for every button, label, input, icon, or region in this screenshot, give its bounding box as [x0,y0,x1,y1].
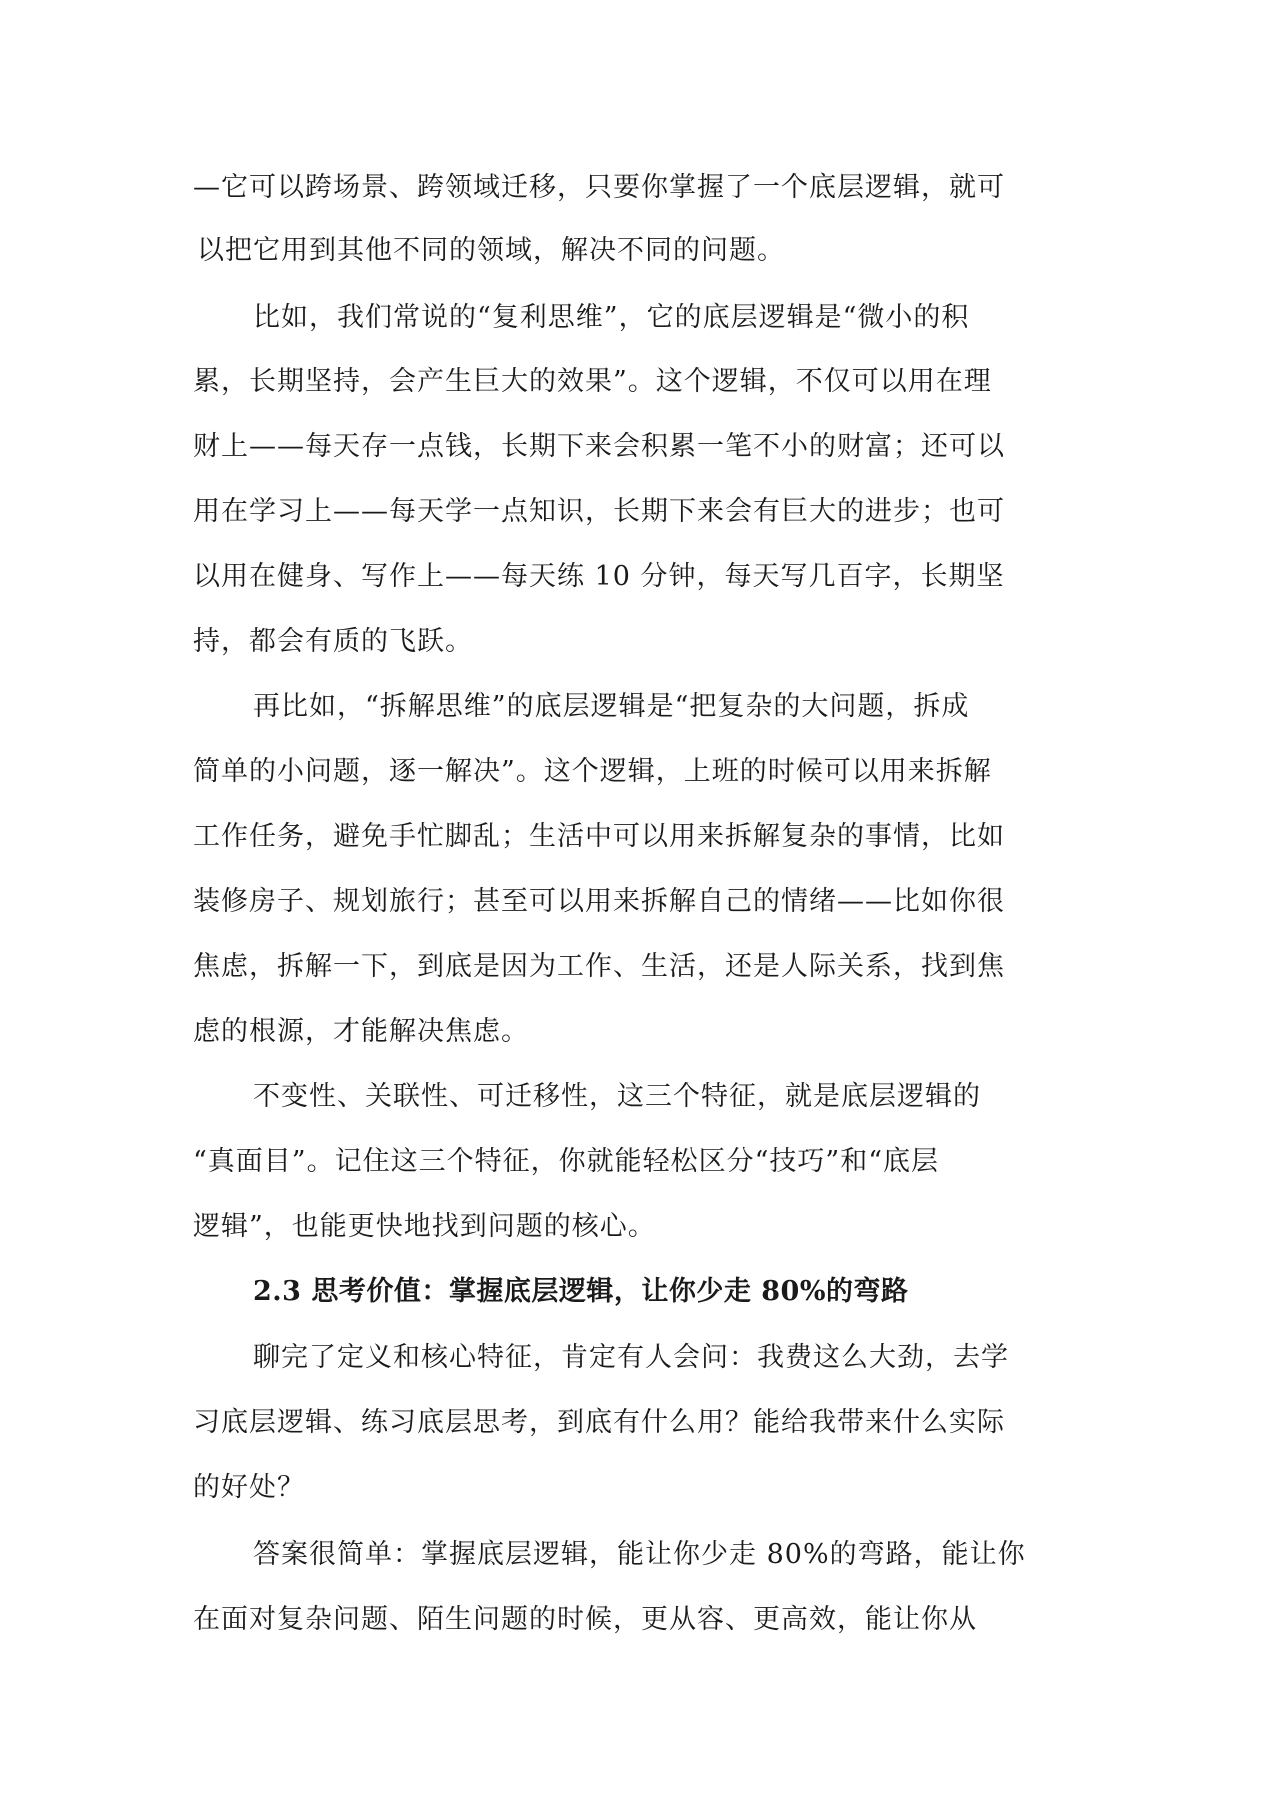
body-text-line: “真面目”。记住这三个特征，你就能轻松区分“技巧”和“底层 [193,1146,940,1177]
body-text-line: 装修房子、规划旅行；甚至可以用来拆解自己的情绪——比如你很 [193,886,1005,917]
paragraph-first-line: 答案很简单：掌握底层逻辑，能让你少走 80%的弯路，能让你 [253,1539,1026,1570]
body-text-line: 逻辑”，也能更快地找到问题的核心。 [193,1211,656,1242]
body-text-line: 习底层逻辑、练习底层思考，到底有什么用？能给我带来什么实际 [193,1407,1005,1438]
paragraph-first-line: 再比如，“拆解思维”的底层逻辑是“把复杂的大问题，拆成 [253,691,970,722]
body-text-line: 焦虑，拆解一下，到底是因为工作、生活，还是人际关系，找到焦 [193,951,1005,982]
body-text-line: 工作任务，避免手忙脚乱；生活中可以用来拆解复杂的事情，比如 [193,821,1005,852]
body-text-line: 以用在健身、写作上——每天练 10 分钟，每天写几百字，长期坚 [193,561,1005,592]
body-text-line: 虑的根源，才能解决焦虑。 [193,1016,529,1047]
paragraph-first-line: 聊完了定义和核心特征，肯定有人会问：我费这么大劲，去学 [253,1342,1009,1373]
body-text-line: 以把它用到其他不同的领域，解决不同的问题。 [197,235,785,266]
body-text-line: 累，长期坚持，会产生巨大的效果”。这个逻辑，不仅可以用在理 [193,366,992,397]
paragraph-first-line: 比如，我们常说的“复利思维”，它的底层逻辑是“微小的积 [253,302,970,333]
body-text-line: 的好处？ [193,1472,305,1503]
body-text-line: 财上——每天存一点钱，长期下来会积累一笔不小的财富；还可以 [193,431,1005,462]
section-heading: 2.3 思考价值：掌握底层逻辑，让你少走 80%的弯路 [253,1276,909,1307]
body-text-line: 持，都会有质的飞跃。 [193,626,473,657]
body-text-line: —它可以跨场景、跨领域迁移，只要你掌握了一个底层逻辑，就可 [193,172,1005,203]
body-text-line: 简单的小问题，逐一解决”。这个逻辑，上班的时候可以用来拆解 [193,756,992,787]
paragraph-first-line: 不变性、关联性、可迁移性，这三个特征，就是底层逻辑的 [253,1081,981,1112]
body-text-line: 用在学习上——每天学一点知识，长期下来会有巨大的进步；也可 [193,496,1005,527]
body-text-line: 在面对复杂问题、陌生问题的时候，更从容、更高效，能让你从 [193,1604,977,1635]
